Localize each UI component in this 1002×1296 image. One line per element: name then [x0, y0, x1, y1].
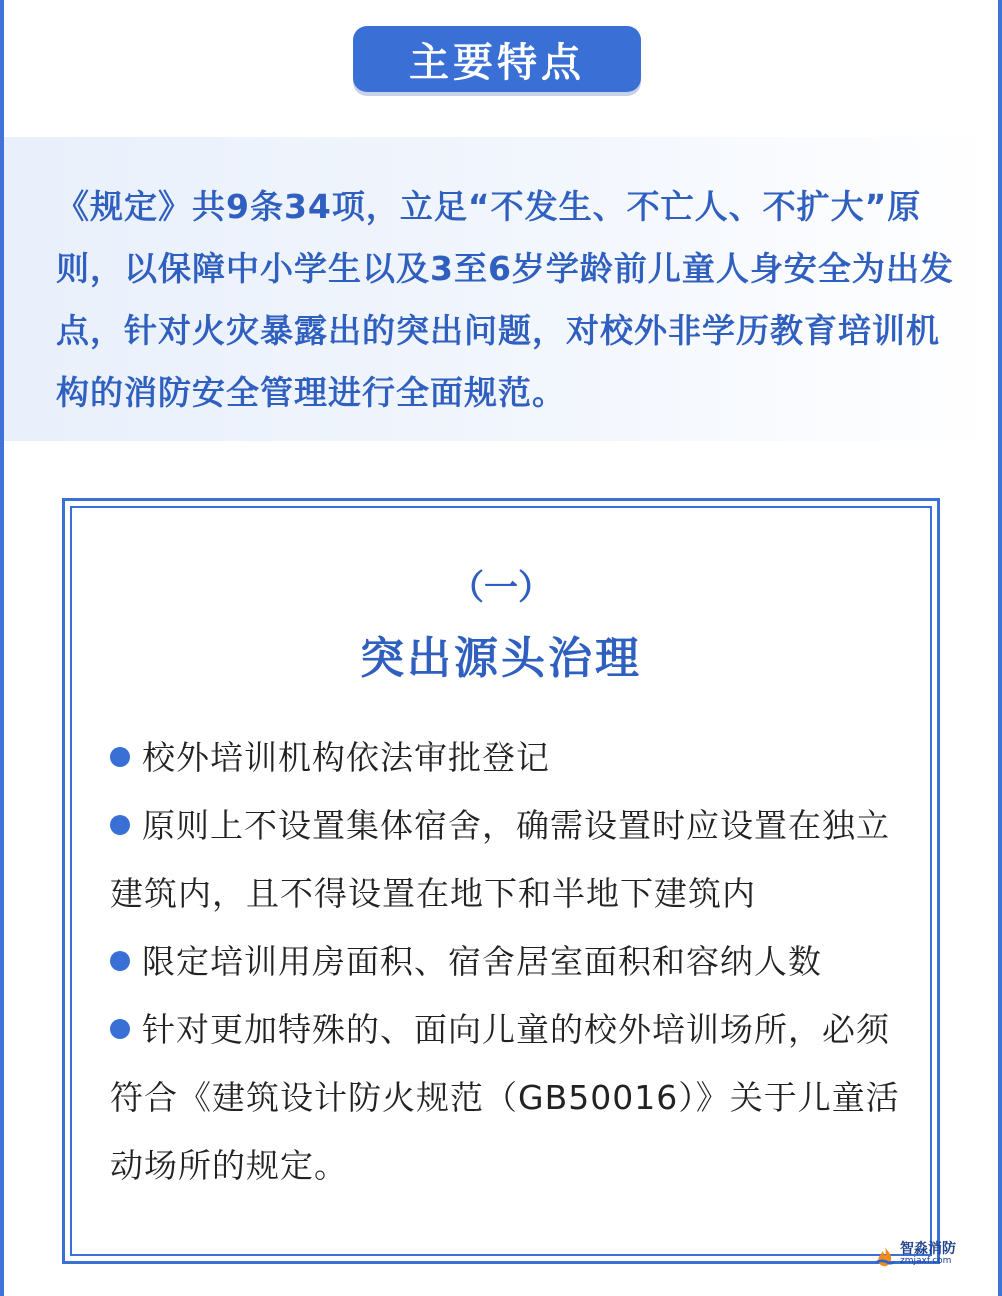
- list-item-text: 校外培训机构依法审批登记: [142, 738, 550, 777]
- bullet-dot-icon: [110, 951, 130, 971]
- watermark-name: 智淼消防: [900, 1241, 956, 1257]
- list-item: [110, 928, 910, 996]
- list-item: [110, 996, 910, 1200]
- section-number: （一）: [450, 568, 552, 608]
- bullet-dot-icon: [110, 1019, 130, 1039]
- section-title: 突出源头治理: [360, 633, 642, 684]
- right-border: [998, 0, 1002, 1296]
- page-title: 主要特点: [409, 39, 585, 86]
- bullet-dot-icon: [110, 815, 130, 835]
- point-list: [110, 724, 910, 1200]
- bullet-dot-icon: [110, 747, 130, 767]
- watermark: [874, 1238, 970, 1272]
- list-item: [110, 724, 910, 792]
- intro-paragraph: 《规定》共9条34项，立足“不发生、不亡人、不扩大”原则，以保障中小学生以及3至6岁学龄前儿童人身安全为出发点，针对火灾暴露出的突出问题，对校外非学历教育培训机构的消防安全管理进行全面规范。: [56, 187, 954, 412]
- list-item-text: 原则上不设置集体宿舍，确需设置时应设置在独立建筑内，且不得设置在地下和半地下建筑内: [110, 806, 890, 913]
- list-item-text: 限定培训用房面积、宿舍居室面积和容纳人数: [142, 942, 822, 981]
- header-badge: [353, 26, 641, 92]
- flame-logo-icon: [874, 1246, 896, 1268]
- watermark-url: zmjaxf.com: [900, 1256, 952, 1266]
- list-item-text: 针对更加特殊的、面向儿童的校外培训场所，必须符合《建筑设计防火规范（GB50016）》关于儿童活动场所的规定。: [110, 1010, 900, 1185]
- list-item: [110, 792, 910, 928]
